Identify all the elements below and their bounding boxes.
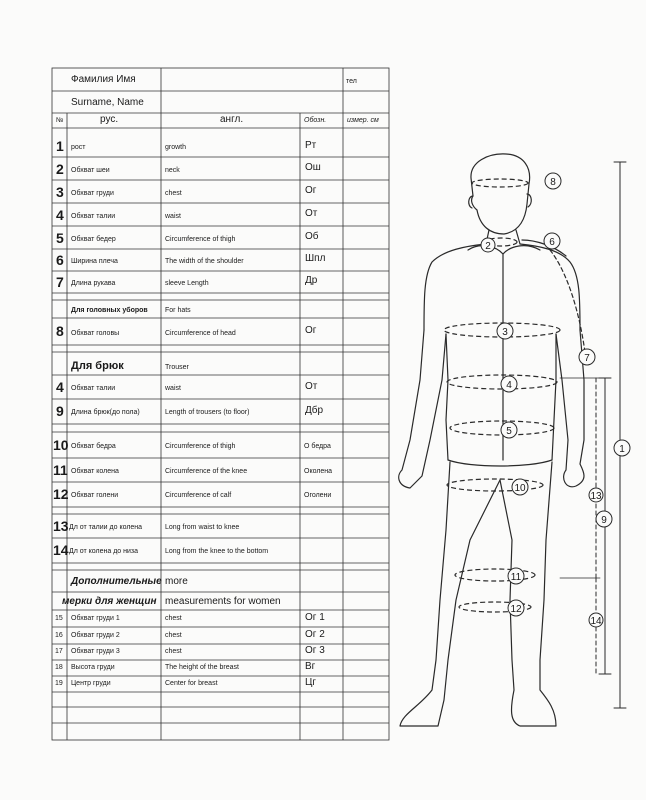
marker-label: 12: [510, 604, 522, 615]
hats-section-ru: Для головных уборов: [71, 307, 148, 314]
row-abbr: Цг: [305, 677, 317, 688]
row-abbr: Дбр: [305, 405, 324, 416]
row-en: Circumference of thigh: [165, 443, 236, 450]
marker-label: 1: [619, 444, 625, 455]
row-en: Long from the knee to the bottom: [165, 548, 269, 555]
marker-label: 8: [550, 177, 556, 188]
row-en: Circumference of the knee: [165, 468, 248, 475]
row-en: waist: [165, 213, 181, 220]
row-ru: Обхват бедра: [71, 443, 116, 450]
row-ru: рост: [71, 144, 86, 151]
row-abbr: Рт: [305, 140, 317, 151]
row-num: 6: [56, 252, 64, 268]
row-en: Circumference of calf: [165, 492, 232, 499]
row-num: 10: [53, 437, 69, 453]
women-section-ru-1: Дополнительные: [71, 576, 162, 587]
row-abbr: Вг: [305, 661, 316, 672]
row-num: 2: [56, 161, 64, 177]
row-ru: Обхват головы: [71, 330, 120, 337]
row-en: Circumference of head: [165, 330, 236, 337]
row-abbr: Шпл: [305, 253, 326, 264]
row-en: The width of the shoulder: [165, 258, 244, 265]
row-ru: Длина рукава: [71, 280, 116, 287]
row-ru: Дл от колена до низа: [69, 548, 139, 555]
row-num: 16: [55, 632, 63, 639]
trousers-section-en: Trouser: [165, 364, 189, 371]
row-ru: Обхват талии: [71, 213, 116, 220]
row-num: 18: [55, 664, 63, 671]
women-section-en-1: more: [165, 576, 188, 587]
row-abbr: Ог: [305, 185, 317, 196]
marker-label: 13: [590, 491, 602, 502]
row-ru: Дл от талии до колена: [69, 524, 143, 531]
row-ru: Обхват груди 2: [71, 632, 120, 639]
row-en: Long from waist to knee: [165, 524, 240, 531]
row-en: growth: [165, 144, 187, 151]
header-name-ru: Фамилия Имя: [71, 74, 136, 85]
row-num: 3: [56, 184, 64, 200]
row-num: 19: [55, 680, 63, 687]
marker-label: 6: [549, 237, 555, 248]
header-col-ru: рус.: [100, 114, 119, 125]
row-abbr: Ог 1: [305, 612, 325, 623]
marker-label: 14: [590, 616, 602, 627]
row-num: 11: [53, 462, 68, 478]
row-en: chest: [165, 632, 182, 639]
row-ru: Обхват бедер: [71, 236, 116, 243]
row-ru: Центр груди: [71, 680, 111, 687]
row-abbr: Ог 3: [305, 645, 325, 656]
row-abbr: О бедра: [304, 443, 331, 450]
row-num: 5: [56, 230, 64, 246]
row-num: 1: [56, 138, 64, 154]
row-en: waist: [165, 385, 181, 392]
row-ru: Длина брюк(до пола): [71, 409, 140, 416]
row-en: chest: [165, 190, 182, 197]
row-en: neck: [165, 167, 180, 174]
header-phone: тел: [346, 78, 357, 85]
row-num: 17: [55, 648, 63, 655]
row-abbr: Ош: [305, 162, 321, 173]
row-num: 14: [53, 542, 69, 558]
row-abbr: Ог 2: [305, 629, 325, 640]
row-en: The height of the breast: [165, 664, 239, 671]
header-name-en: Surname, Name: [71, 97, 144, 108]
marker-label: 10: [514, 483, 526, 494]
row-num: 13: [53, 518, 69, 534]
women-section-en-2: measurements for women: [165, 596, 281, 607]
header-col-meas: измер. см: [347, 117, 379, 124]
row-abbr: От: [305, 381, 318, 392]
row-num: 7: [56, 274, 64, 290]
marker-label: 7: [584, 353, 590, 364]
row-ru: Обхват колена: [71, 468, 119, 475]
header-col-abbr: Обозн.: [304, 117, 327, 124]
row-ru: Высота груди: [71, 664, 115, 671]
row-ru: Обхват талии: [71, 385, 116, 392]
row-en: chest: [165, 648, 182, 655]
marker-label: 5: [506, 426, 512, 437]
row-abbr: Оголени: [304, 492, 332, 499]
marker-label: 9: [601, 515, 607, 526]
row-num: 4: [56, 207, 64, 223]
row-num: 12: [53, 486, 69, 502]
row-en: Circumference of thigh: [165, 236, 236, 243]
row-ru: Обхват груди 3: [71, 648, 120, 655]
marker-label: 3: [502, 327, 508, 338]
header-col-en: англ.: [220, 114, 244, 125]
row-ru: Обхват голени: [71, 492, 119, 499]
marker-label: 4: [506, 380, 512, 391]
row-abbr: Об: [305, 231, 319, 242]
trousers-section-ru: Для брюк: [71, 360, 124, 372]
row-abbr: От: [305, 208, 318, 219]
row-num: 15: [55, 615, 63, 622]
women-section-ru-2: мерки для женщин: [62, 596, 157, 607]
row-en: Length of trousers (to floor): [165, 409, 250, 416]
row-abbr: Околена: [304, 468, 333, 475]
row-ru: Обхват груди 1: [71, 615, 120, 622]
row-en: chest: [165, 615, 182, 622]
row-en: sleeve Length: [165, 280, 209, 287]
marker-label: 2: [485, 241, 491, 252]
row-ru: Ширина плеча: [71, 258, 118, 265]
marker-label: 11: [510, 572, 522, 583]
header-col-num: №: [56, 117, 64, 124]
row-abbr: Ог: [305, 325, 317, 336]
row-ru: Обхват груди: [71, 190, 114, 197]
row-en: Center for breast: [165, 680, 218, 687]
row-num: 9: [56, 403, 64, 419]
row-num: 8: [56, 323, 64, 339]
row-num: 4: [56, 379, 64, 395]
hats-section-en: For hats: [165, 307, 191, 314]
row-ru: Обхват шеи: [71, 167, 110, 174]
row-abbr: Др: [305, 275, 318, 286]
